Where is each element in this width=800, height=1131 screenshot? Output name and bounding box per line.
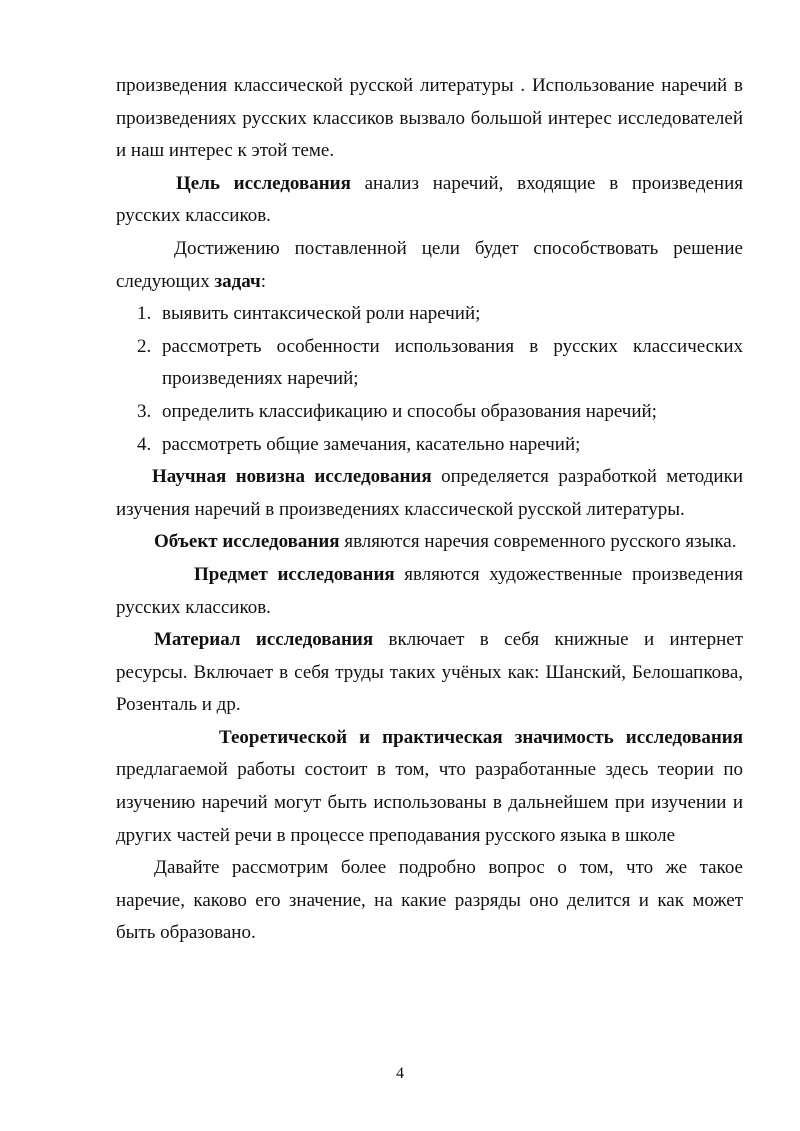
page-body bbox=[116, 70, 743, 950]
page-number: 4 bbox=[396, 1065, 404, 1082]
list-item-text: выявить синтаксической роли наречий; bbox=[162, 303, 481, 325]
paragraph-significance bbox=[116, 722, 743, 852]
object-text: являются наречия современного русского языка. bbox=[339, 531, 737, 553]
paragraph-object bbox=[116, 526, 743, 559]
paragraph-subject bbox=[116, 559, 743, 624]
list-item bbox=[116, 396, 743, 429]
list-item-number: 1. bbox=[137, 303, 152, 325]
list-item bbox=[116, 331, 743, 396]
significance-text: предлагаемой работы состоит в том, что разработанные здесь теории по изучению наречий могут быть использованы в дальнейшем при изучении и других частей речи в процессе преподавания русского языка в школе bbox=[116, 759, 743, 846]
novelty-text: определяется разработкой методики изучения наречий в произведениях классической русской литературы. bbox=[116, 466, 743, 520]
tasks-intro-end: : bbox=[260, 270, 266, 292]
subject-label: Предмет исследования bbox=[194, 563, 395, 585]
subject-text: являются художественные произведения русских классиков. bbox=[116, 563, 744, 618]
list-item bbox=[116, 429, 743, 462]
list-item-number: 2. bbox=[137, 335, 152, 357]
object-label: Объект исследования bbox=[154, 531, 340, 553]
paragraph-novelty bbox=[116, 461, 743, 526]
tasks-label: задач bbox=[214, 270, 261, 292]
paragraph-goal bbox=[116, 168, 743, 233]
paragraph-material bbox=[116, 624, 743, 722]
list-item bbox=[116, 298, 743, 331]
significance-label: Теоретической и практическая значимость исследования bbox=[219, 726, 743, 748]
list-item-number: 4. bbox=[137, 433, 152, 455]
paragraph-tasks-intro bbox=[116, 233, 743, 298]
goal-label: Цель исследования bbox=[176, 172, 351, 194]
material-text: включает в себя книжные и интернет ресурсы. Включает в себя труды таких учёных как: Шанский, Белошапкова, Розенталь и др. bbox=[116, 629, 743, 716]
material-label: Материал исследования bbox=[154, 629, 374, 651]
tasks-list bbox=[116, 298, 743, 461]
paragraph-closing: Давайте рассмотрим более подробно вопрос о том, что же такое наречие, каково его значение, на какие разряды оно делится и как может быть образовано. bbox=[116, 857, 743, 944]
list-item-text: рассмотреть особенности использования в русских классических произведениях наречий; bbox=[162, 335, 743, 390]
tasks-intro-text: Достижению поставленной цели будет способствовать решение следующих bbox=[116, 237, 743, 292]
paragraph-intro: произведения классической русской литературы . Использование наречий в произведениях русских классиков вызвало большой интерес исследователей и наш интерес к этой теме. bbox=[116, 75, 743, 162]
list-item-text: определить классификацию и способы образования наречий; bbox=[162, 400, 657, 422]
list-item-number: 3. bbox=[137, 400, 152, 422]
novelty-label: Научная новизна исследования bbox=[152, 466, 432, 488]
goal-text: анализ наречий, входящие в произведения русских классиков. bbox=[116, 172, 743, 227]
list-item-text: рассмотреть общие замечания, касательно наречий; bbox=[162, 433, 581, 455]
